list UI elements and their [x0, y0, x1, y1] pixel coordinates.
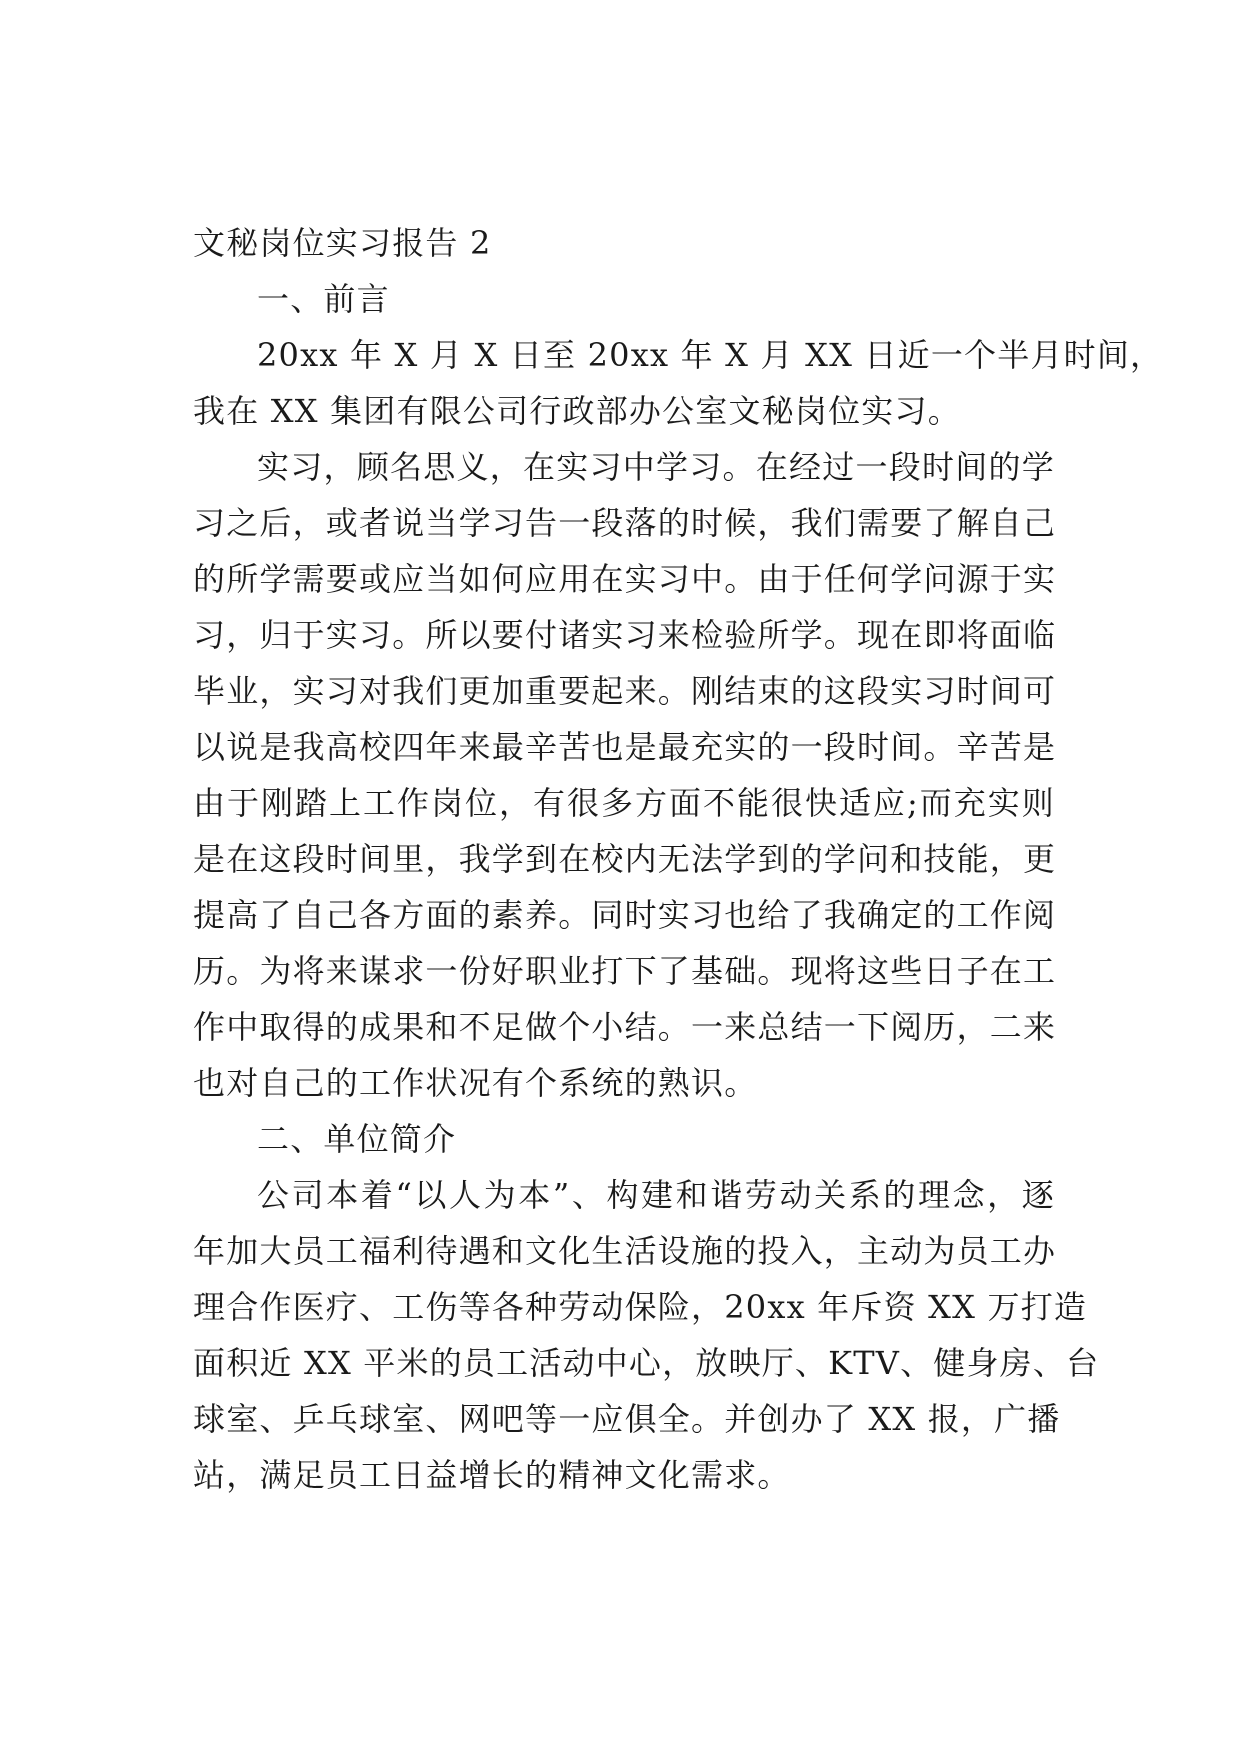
- section-heading-preface: 一、前言: [257, 280, 390, 318]
- paragraph-line: 面积近 XX 平米的员工活动中心，放映厅、KTV、健身房、台: [193, 1344, 1100, 1382]
- paragraph-line: 球室、乒乓球室、网吧等一应俱全。并创办了 XX 报，广播: [193, 1400, 1061, 1438]
- paragraph-line: 的所学需要或应当如何应用在实习中。由于任何学问源于实: [193, 560, 1057, 598]
- paragraph-line: 是在这段时间里，我学到在校内无法学到的学问和技能，更: [193, 840, 1057, 878]
- document-body: [193, 215, 1164, 1503]
- paragraph-line: 站，满足员工日益增长的精神文化需求。: [193, 1456, 791, 1494]
- paragraph-line: 习之后，或者说当学习告一段落的时候，我们需要了解自己: [193, 504, 1057, 542]
- paragraph-line: 也对自己的工作状况有个系统的熟识。: [193, 1064, 758, 1102]
- paragraph-line: 20xx 年 X 月 X 日至 20xx 年 X 月 XX 日近一个半月时间，: [257, 336, 1164, 374]
- paragraph-line: 理合作医疗、工伤等各种劳动保险，20xx 年斥资 XX 万打造: [193, 1288, 1088, 1326]
- paragraph-internship-meaning: [193, 439, 1055, 1111]
- paragraph-line: 毕业，实习对我们更加重要起来。刚结束的这段实习时间可: [193, 672, 1057, 710]
- paragraph-line: 提高了自己各方面的素养。同时实习也给了我确定的工作阅: [193, 896, 1057, 934]
- paragraph-line: 实习，顾名思义，在实习中学习。在经过一段时间的学: [257, 448, 1055, 486]
- paragraph-line: 历。为将来谋求一份好职业打下了基础。现将这些日子在工: [193, 952, 1057, 990]
- paragraph-line: 年加大员工福利待遇和文化生活设施的投入，主动为员工办: [193, 1232, 1057, 1270]
- paragraph-line: 以说是我高校四年来最辛苦也是最充实的一段时间。辛苦是: [193, 728, 1057, 766]
- section-heading-company-profile: 二、单位简介: [257, 1120, 457, 1158]
- paragraph-intro: [193, 327, 1164, 439]
- paragraph-company-profile: [193, 1167, 1100, 1503]
- paragraph-line: 作中取得的成果和不足做个小结。一来总结一下阅历，二来: [193, 1008, 1057, 1046]
- document-title: 文秘岗位实习报告 2: [193, 224, 492, 262]
- paragraph-line: 我在 XX 集团有限公司行政部办公室文秘岗位实习。: [193, 392, 961, 430]
- paragraph-line: 由于刚踏上工作岗位，有很多方面不能很快适应;而充实则: [193, 784, 1055, 822]
- paragraph-line: 习，归于实习。所以要付诸实习来检验所学。现在即将面临: [193, 616, 1057, 654]
- paragraph-line: 公司本着“以人为本”、构建和谐劳动关系的理念，逐: [257, 1176, 1055, 1214]
